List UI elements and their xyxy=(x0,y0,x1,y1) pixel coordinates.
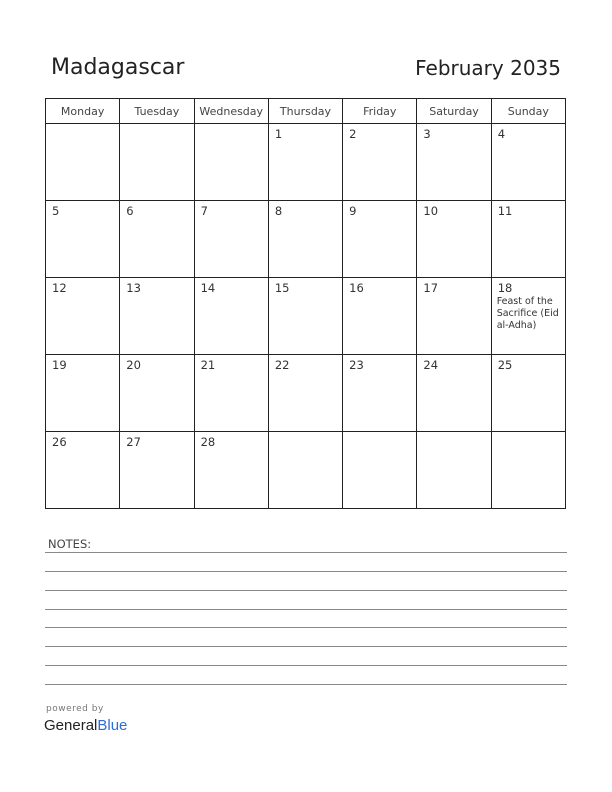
day-cell xyxy=(120,201,194,278)
day-number: 15 xyxy=(274,281,290,295)
week-row xyxy=(46,355,566,432)
holiday-label: Feast of the Sacrifice (Eid al-Adha) xyxy=(496,296,559,331)
day-cell xyxy=(343,278,417,355)
day-number: 7 xyxy=(200,204,208,218)
day-cell xyxy=(417,278,491,355)
day-cell xyxy=(46,432,120,509)
day-cell xyxy=(417,355,491,432)
day-cell xyxy=(120,432,194,509)
day-cell xyxy=(120,124,194,201)
day-cell xyxy=(491,355,565,432)
notes-line xyxy=(45,609,567,610)
day-cell xyxy=(491,201,565,278)
day-number xyxy=(120,124,193,127)
brand-logo xyxy=(44,717,127,734)
day-cell xyxy=(194,432,268,509)
day-cell xyxy=(46,201,120,278)
day-number: 17 xyxy=(423,281,439,295)
day-number: 9 xyxy=(349,204,357,218)
day-cell xyxy=(46,124,120,201)
day-number: 2 xyxy=(349,127,357,141)
day-number: 26 xyxy=(52,435,67,449)
day-number: 16 xyxy=(349,281,364,295)
weekday-header: Monday xyxy=(46,99,120,124)
day-number: 1 xyxy=(274,127,283,141)
day-number: 20 xyxy=(126,358,141,372)
day-cell xyxy=(120,278,194,355)
day-number: 23 xyxy=(349,358,364,372)
day-number: 3 xyxy=(423,127,431,141)
day-cell xyxy=(343,355,417,432)
day-number: 4 xyxy=(497,127,506,141)
day-cell xyxy=(268,201,342,278)
weekday-header: Friday xyxy=(343,99,417,124)
weekday-header-row xyxy=(46,99,566,124)
day-number: 21 xyxy=(200,358,216,372)
weekday-header: Wednesday xyxy=(194,99,268,124)
day-number: 18 xyxy=(497,281,513,295)
notes-label: NOTES: xyxy=(48,537,92,551)
week-row xyxy=(46,278,566,355)
notes-line xyxy=(45,552,567,553)
day-number xyxy=(195,124,268,127)
day-cell xyxy=(491,278,565,355)
day-number xyxy=(343,432,416,435)
day-cell xyxy=(491,432,565,509)
day-cell xyxy=(46,278,120,355)
notes-line xyxy=(45,646,567,647)
day-number: 27 xyxy=(126,435,141,449)
day-number xyxy=(492,432,565,435)
day-cell xyxy=(194,201,268,278)
calendar-grid xyxy=(45,98,566,509)
day-number: 25 xyxy=(497,358,513,372)
day-number: 22 xyxy=(274,358,290,372)
day-cell xyxy=(268,355,342,432)
day-cell xyxy=(343,432,417,509)
day-cell xyxy=(343,201,417,278)
notes-line xyxy=(45,571,567,572)
notes-line xyxy=(45,684,567,685)
powered-by-text: powered by xyxy=(46,704,104,714)
notes-line xyxy=(45,590,567,591)
day-number: 24 xyxy=(423,358,439,372)
week-row xyxy=(46,201,566,278)
day-cell xyxy=(491,124,565,201)
day-number: 11 xyxy=(497,204,513,218)
notes-line xyxy=(45,665,567,666)
day-cell xyxy=(417,124,491,201)
day-number: 12 xyxy=(52,281,67,295)
weekday-header: Tuesday xyxy=(120,99,194,124)
day-cell xyxy=(194,124,268,201)
day-cell xyxy=(194,355,268,432)
day-number xyxy=(46,124,119,127)
day-number: 13 xyxy=(126,281,141,295)
day-number xyxy=(269,432,342,435)
month-year-title: February 2035 xyxy=(415,56,561,80)
country-title: Madagascar xyxy=(51,55,185,80)
day-number: 6 xyxy=(126,204,134,218)
weekday-header: Saturday xyxy=(417,99,491,124)
day-number: 5 xyxy=(52,204,60,218)
brand-general: General xyxy=(44,717,98,734)
day-cell xyxy=(268,278,342,355)
day-cell xyxy=(194,278,268,355)
weekday-header: Thursday xyxy=(268,99,342,124)
day-number: 10 xyxy=(423,204,439,218)
notes-line xyxy=(45,627,567,628)
day-number: 8 xyxy=(274,204,283,218)
day-number xyxy=(417,432,490,435)
day-cell xyxy=(268,124,342,201)
day-number: 19 xyxy=(52,358,67,372)
day-cell xyxy=(46,355,120,432)
week-row xyxy=(46,432,566,509)
day-number: 28 xyxy=(200,435,216,449)
day-cell xyxy=(343,124,417,201)
day-cell xyxy=(417,201,491,278)
brand-blue: Blue xyxy=(97,717,128,734)
day-number: 14 xyxy=(200,281,216,295)
day-cell xyxy=(417,432,491,509)
weekday-header: Sunday xyxy=(491,99,565,124)
week-row xyxy=(46,124,566,201)
day-cell xyxy=(120,355,194,432)
day-cell xyxy=(268,432,342,509)
